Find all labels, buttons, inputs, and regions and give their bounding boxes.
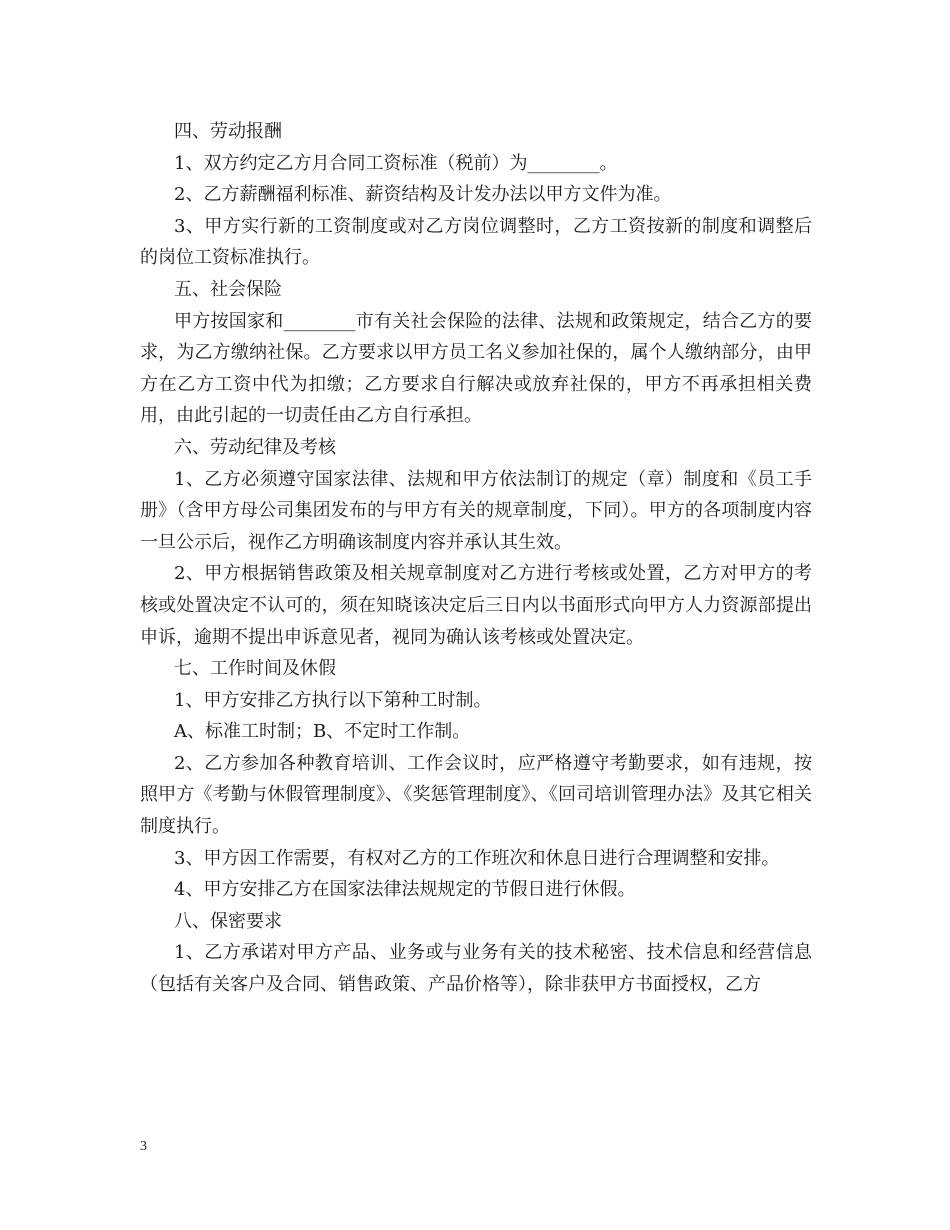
paragraph: 1、双方约定乙方月合同工资标准（税前）为________。 [174, 152, 618, 174]
section-heading-social-insurance: 五、社会保险 [174, 278, 282, 300]
section-heading-working-hours: 七、工作时间及休假 [174, 658, 336, 680]
paragraph: 甲方按国家和________市有关社会保险的法律、法规和政策规定，结合乙方的要求，为乙方缴纳社保。乙方要求以甲方员工名义参加社保的，属个人缴纳部分，由甲方在乙方工资中代为扣缴；乙方要求自行解决或放弃社保的，甲方不再承担相关费用，由此引起的一切责任由乙方自行承担。 [140, 310, 812, 427]
paragraph: 3、甲方因工作需要，有权对乙方的工作班次和休息日进行合理调整和安排。 [174, 847, 780, 869]
paragraph: 1、乙方承诺对甲方产品、业务或与业务有关的技术秘密、技术信息和经营信息（包括有关客户及合同、销售政策、产品价格等），除非获甲方书面授权，乙方 [140, 942, 812, 996]
paragraph: 1、乙方必须遵守国家法律、法规和甲方依法制订的规定（章）制度和《员工手册》（含甲方母公司集团发布的与甲方有关的规章制度，下同）。甲方的各项制度内容一旦公示后，视作乙方明确该制度内容并承认其生效。 [140, 468, 812, 553]
document-body [140, 116, 812, 1001]
section-heading-discipline: 六、劳动纪律及考核 [174, 436, 336, 458]
paragraph: 2、甲方根据销售政策及相关规章制度对乙方进行考核或处置，乙方对甲方的考核或处置决定不认可的，须在知晓该决定后三日内以书面形式向甲方人力资源部提出申诉，逾期不提出申诉意见者，视同为确认该考核或处置决定。 [140, 563, 812, 648]
paragraph: 3、甲方实行新的工资制度或对乙方岗位调整时，乙方工资按新的制度和调整后的岗位工资标准执行。 [140, 215, 812, 269]
section-heading-confidentiality: 八、保密要求 [174, 910, 282, 932]
paragraph: 2、乙方参加各种教育培训、工作会议时，应严格遵守考勤要求，如有违规，按照甲方《考勤与休假管理制度》、《奖惩管理制度》、《回司培训管理办法》及其它相关制度执行。 [140, 752, 812, 838]
paragraph: A、标准工时制；B、不定时工作制。 [174, 721, 471, 743]
paragraph: 2、乙方薪酬福利标准、薪资结构及计发办法以甲方文件为准。 [174, 184, 672, 206]
paragraph: 1、甲方安排乙方执行以下第种工时制。 [174, 689, 492, 711]
section-heading-remuneration: 四、劳动报酬 [174, 121, 282, 142]
paragraph: 4、甲方安排乙方在国家法律法规规定的节假日进行休假。 [174, 879, 636, 901]
page-number: 3 [140, 1139, 147, 1154]
